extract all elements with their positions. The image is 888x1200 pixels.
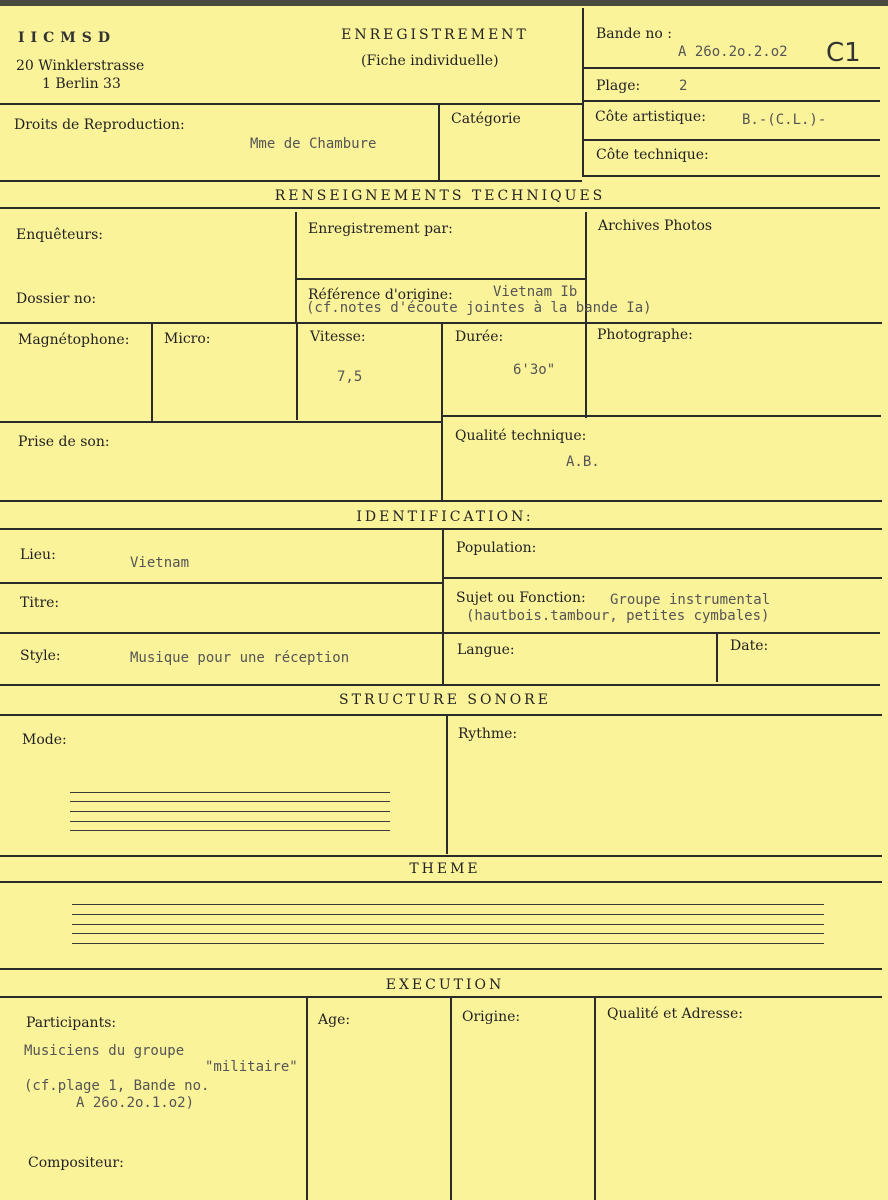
staff-line bbox=[70, 821, 390, 822]
sujet-label: Sujet ou Fonction: bbox=[456, 590, 586, 606]
divider bbox=[295, 278, 585, 280]
reference-value-line2: (cf.notes d'écoute jointes à la bande Ia) bbox=[306, 300, 652, 316]
sujet-value-line2: (hautbois.tambour, petites cymbales) bbox=[466, 608, 770, 624]
institute-address-line2: 1 Berlin 33 bbox=[42, 76, 121, 92]
divider bbox=[0, 421, 441, 423]
divider bbox=[0, 881, 882, 883]
divider bbox=[438, 103, 440, 181]
participants-label: Participants: bbox=[26, 1015, 117, 1031]
divider bbox=[594, 996, 596, 1200]
reference-value-line1: Vietnam Ib bbox=[493, 284, 578, 300]
reference-label: Référence d'origine: bbox=[308, 287, 453, 303]
section-heading-renseignements: RENSEIGNEMENTS TECHNIQUES bbox=[274, 188, 606, 204]
participants-value-line2: "militaire" bbox=[205, 1059, 298, 1075]
divider bbox=[585, 322, 587, 418]
lieu-label: Lieu: bbox=[20, 547, 56, 563]
staff-line bbox=[70, 792, 390, 793]
institute-address-line1: 20 Winklerstrasse bbox=[16, 58, 145, 74]
style-label: Style: bbox=[20, 648, 61, 664]
participants-value-line4: A 26o.2o.1.o2) bbox=[76, 1095, 195, 1111]
staff-line bbox=[72, 904, 824, 905]
participants-value-line1: Musiciens du groupe bbox=[24, 1043, 185, 1059]
divider bbox=[0, 684, 880, 686]
divider bbox=[450, 996, 452, 1200]
divider bbox=[582, 100, 880, 102]
prise-de-son-label: Prise de son: bbox=[18, 434, 110, 450]
staff-line bbox=[72, 943, 824, 944]
divider bbox=[0, 500, 882, 502]
qualite-adresse-label: Qualité et Adresse: bbox=[607, 1006, 743, 1022]
sujet-value-line1: Groupe instrumental bbox=[610, 592, 771, 608]
micro-label: Micro: bbox=[164, 331, 211, 347]
divider bbox=[442, 577, 882, 579]
section-heading-structure: STRUCTURE SONORE bbox=[339, 692, 551, 708]
staff-line bbox=[70, 801, 390, 802]
divider bbox=[0, 582, 442, 584]
origine-label: Origine: bbox=[462, 1009, 521, 1025]
droits-label: Droits de Reproduction: bbox=[14, 117, 185, 133]
divider bbox=[582, 8, 584, 176]
dossier-label: Dossier no: bbox=[16, 291, 97, 307]
staff-line bbox=[70, 811, 390, 812]
divider bbox=[295, 212, 297, 322]
divider bbox=[0, 180, 582, 182]
divider bbox=[0, 714, 882, 716]
divider bbox=[0, 968, 882, 970]
compositeur-label: Compositeur: bbox=[28, 1155, 124, 1171]
card-subtitle: (Fiche individuelle) bbox=[361, 53, 499, 69]
categorie-label: Catégorie bbox=[451, 111, 521, 127]
divider bbox=[0, 207, 880, 209]
date-label: Date: bbox=[730, 638, 769, 654]
institute-logo: IICMSD bbox=[18, 30, 116, 46]
bande-handwritten-mark: C1 bbox=[826, 38, 861, 68]
divider bbox=[582, 139, 880, 141]
divider bbox=[441, 415, 881, 417]
divider bbox=[716, 632, 718, 682]
divider bbox=[441, 322, 443, 500]
staff-line bbox=[72, 933, 824, 934]
rythme-label: Rythme: bbox=[458, 726, 518, 742]
divider bbox=[0, 632, 880, 634]
section-heading-identification: IDENTIFICATION: bbox=[356, 509, 534, 525]
participants-value-line3: (cf.plage 1, Bande no. bbox=[24, 1078, 210, 1094]
staff-line bbox=[70, 830, 390, 831]
photographe-label: Photographe: bbox=[597, 327, 693, 343]
divider bbox=[306, 996, 308, 1200]
staff-line bbox=[72, 914, 824, 915]
divider bbox=[151, 322, 153, 422]
droits-value: Mme de Chambure bbox=[250, 136, 377, 152]
card-top-edge bbox=[0, 0, 888, 6]
vitesse-value: 7,5 bbox=[337, 369, 363, 385]
divider bbox=[582, 175, 880, 177]
cote-technique-label: Côte technique: bbox=[596, 147, 709, 163]
duree-label: Durée: bbox=[455, 329, 504, 345]
duree-value: 6'3o" bbox=[513, 362, 556, 378]
plage-label: Plage: bbox=[596, 78, 641, 94]
mode-label: Mode: bbox=[22, 732, 67, 748]
style-value: Musique pour une réception bbox=[130, 650, 350, 666]
age-label: Age: bbox=[318, 1012, 351, 1028]
qualite-technique-value: A.B. bbox=[566, 454, 600, 470]
population-label: Population: bbox=[456, 540, 537, 556]
card-title: ENREGISTREMENT bbox=[341, 27, 529, 43]
divider bbox=[446, 714, 448, 854]
cote-artistique-value: B.-(C.L.)- bbox=[742, 112, 827, 128]
vitesse-label: Vitesse: bbox=[310, 329, 366, 345]
bande-label: Bande no : bbox=[596, 26, 672, 42]
bande-value: A 26o.2o.2.o2 bbox=[678, 44, 788, 60]
section-heading-execution: EXECUTION bbox=[385, 977, 505, 993]
divider bbox=[0, 855, 882, 857]
divider bbox=[296, 322, 298, 420]
langue-label: Langue: bbox=[457, 642, 515, 658]
titre-label: Titre: bbox=[20, 595, 60, 611]
enqueteurs-label: Enquêteurs: bbox=[16, 227, 104, 243]
archives-photos-label: Archives Photos bbox=[598, 218, 713, 234]
divider bbox=[0, 103, 582, 105]
qualite-technique-label: Qualité technique: bbox=[455, 428, 587, 444]
section-heading-theme: THEME bbox=[409, 861, 481, 877]
divider bbox=[0, 528, 882, 530]
staff-line bbox=[72, 924, 824, 925]
enregistrement-par-label: Enregistrement par: bbox=[308, 221, 453, 237]
magnetophone-label: Magnétophone: bbox=[18, 332, 130, 348]
cote-artistique-label: Côte artistique: bbox=[595, 109, 706, 125]
divider bbox=[442, 528, 444, 684]
plage-value: 2 bbox=[679, 78, 688, 94]
lieu-value: Vietnam bbox=[130, 555, 190, 571]
divider bbox=[0, 996, 882, 998]
